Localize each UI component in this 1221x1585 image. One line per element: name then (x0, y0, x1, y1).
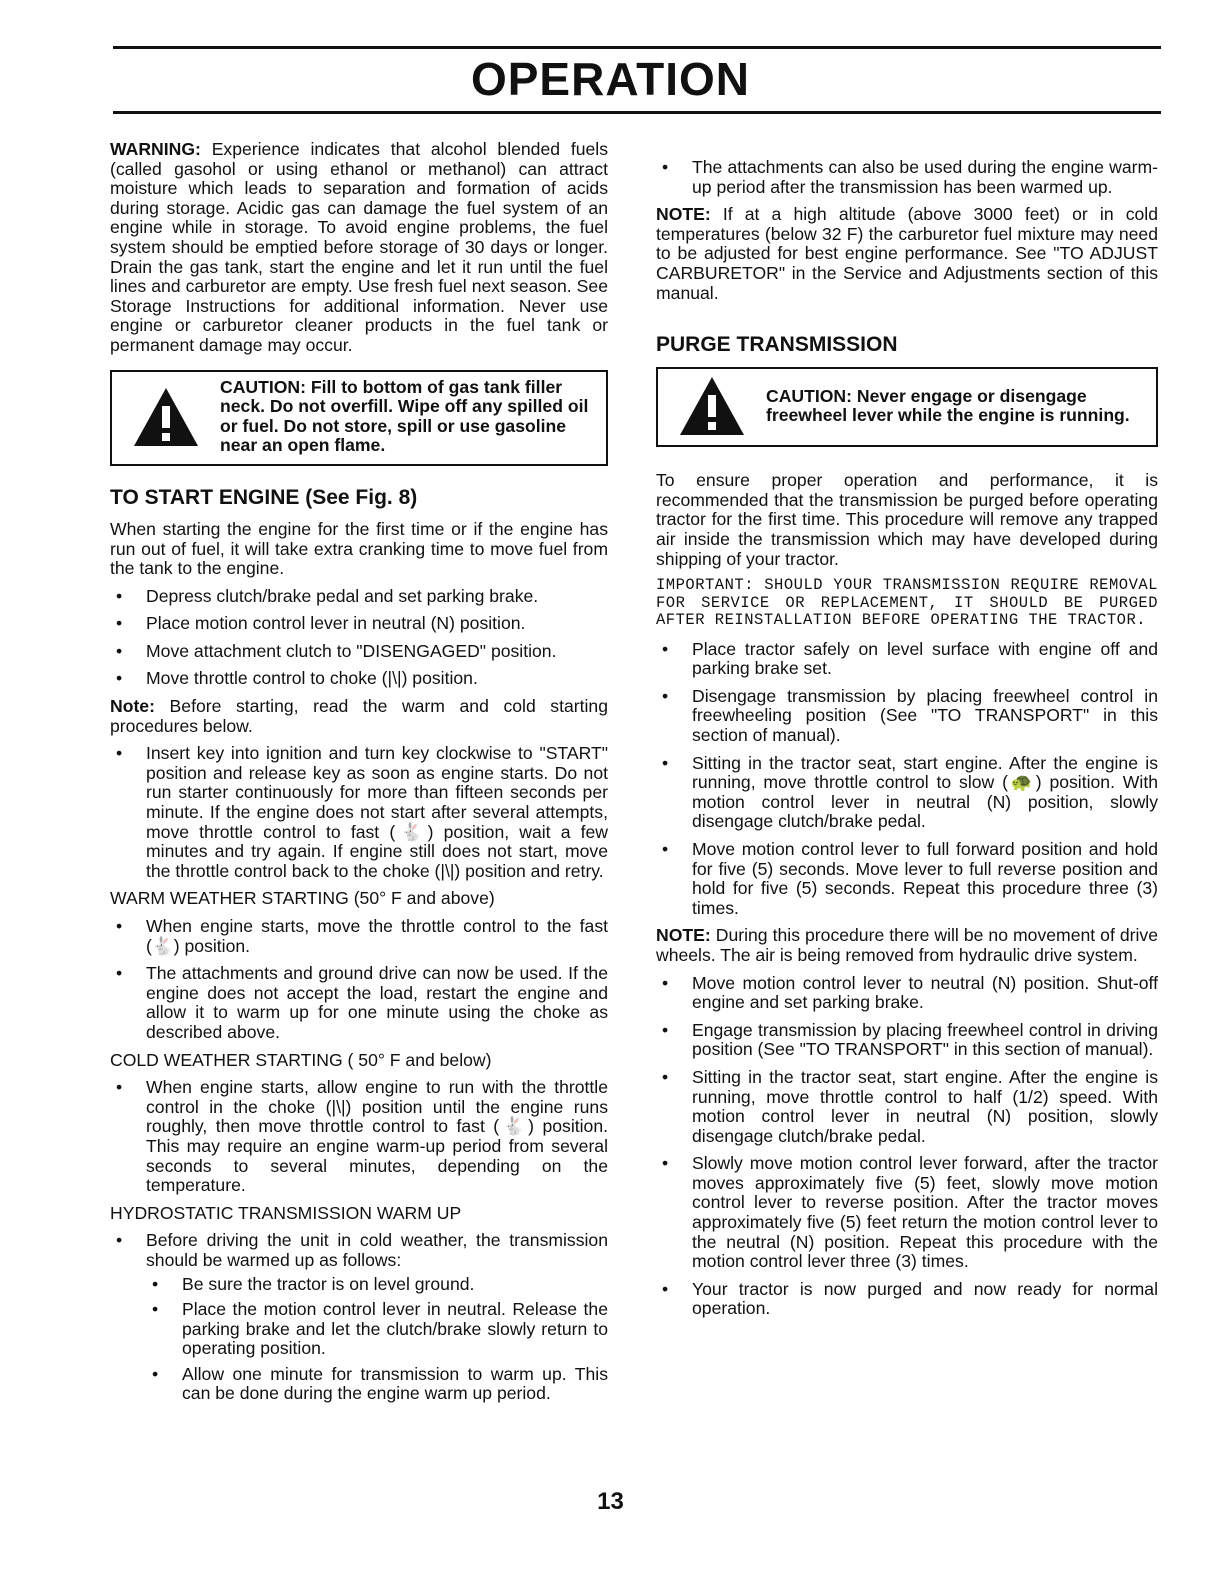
drive-wheels-note (656, 926, 1158, 965)
purge-intro: To ensure proper operation and performance, it is recommended that the transmission be purged before operating tractor for the first time. This procedure will remove any trapped air inside the transmission which may have developed during shipping of your tractor. (656, 470, 1158, 569)
warning-text: Experience indicates that alcohol blended fuels (called gasohol or using ethanol or methanol) can attract moisture which leads to separation and formation of acids during storage. Acidic gas can damage the fuel system of an engine while in storage. To avoid engine problems, the fuel system should be emptied before storage of 30 days or longer. Drain the gas tank, start the engine and let it run until the fuel lines and carburetor are empty. Use fresh fuel next season. See Storage Instructions for additional information. Never use engine or carburetor cleaner products in the fuel tank or permanent damage may occur. (110, 139, 608, 355)
list-item: • Place tractor safely on level surface with engine off and parking brake set. (656, 640, 1158, 679)
list-item: • Be sure the tractor is on level ground. (146, 1275, 608, 1295)
warning-triangle-icon (678, 375, 746, 437)
list-item: • Move motion control lever to full forward position and hold for five (5) seconds. Move lever to full reverse position and hold for five (5) seconds. Repeat this procedure three (3) times. (656, 840, 1158, 918)
purge-bullet-list (656, 640, 1158, 919)
top-rule (113, 46, 1161, 49)
warning-triangle-icon (132, 386, 200, 448)
hydro-bullet-text: Before driving the unit in cold weather, the transmission should be warmed up as follows: (146, 1230, 608, 1270)
purge-transmission-heading: PURGE TRANSMISSION (656, 333, 898, 357)
note-label: NOTE: (656, 925, 711, 946)
list-item: • Move motion control lever to neutral (N) position. Shut-off engine and set parking brake. (656, 974, 1158, 1013)
start-intro: When starting the engine for the first time or if the engine has run out of fuel, it will take extra cranking time to move fuel from the tank to the engine. (110, 518, 608, 579)
warm-bullet-list (110, 917, 608, 1043)
start-bullet-list (110, 587, 608, 689)
caution-text: CAUTION: Fill to bottom of gas tank filler neck. Do not overfill. Wipe off any spilled oil or fuel. Do not store, spill or use gasoline near an open flame. (220, 376, 589, 456)
caution-text: CAUTION: Never engage or disengage freewheel lever while the engine is running. (766, 385, 1130, 426)
warning-label: WARNING: (110, 139, 201, 159)
hydro-bullet-list (110, 1231, 608, 1404)
start-engine-heading: TO START ENGINE (See Fig. 8) (110, 485, 418, 509)
list-item: • Allow one minute for transmission to warm up. This can be done during the engine warm up period. (146, 1365, 608, 1404)
cold-bullet-list (110, 1078, 608, 1196)
list-item: • Place motion control lever in neutral (N) position. (110, 614, 608, 634)
list-item: • Insert key into ignition and turn key clockwise to "START" position and release key as soon as engine starts. Do not run starter continuously for more than fifteen seconds per minute. If the engine does not start after several attempts, move throttle control to fast (🐇) position, wait a few minutes and try again. If engine still does not start, move the throttle control back to the choke (|\|) position and retry. (110, 744, 608, 881)
list-item: • When engine starts, move the throttle control to the fast (🐇) position. (110, 917, 608, 956)
list-item: • Engage transmission by placing freewheel control in driving position (See "TO TRANSPORT" in this section of manual). (656, 1021, 1158, 1060)
list-item: • Sitting in the tractor seat, start engine. After the engine is running, move throttle control to half (1/2) speed. With motion control lever in neutral (N) position, slowly disengage clutch/brake pedal. (656, 1068, 1158, 1146)
note-label: NOTE: (656, 204, 711, 225)
caution-box-fuel (110, 370, 608, 466)
attach-bullet-list (656, 158, 1158, 197)
note-text: If at a high altitude (above 3000 feet) or in cold temperatures (below 32 F) the carburetor fuel mixture may need to be adjusted for best engine performance. See "TO ADJUST CARBURETOR" in the Service and Adjustments section of this manual. (656, 204, 1158, 303)
page-number: 13 (597, 1488, 624, 1515)
hydrostatic-heading: HYDROSTATIC TRANSMISSION WARM UP (110, 1202, 462, 1223)
important-notice: IMPORTANT: SHOULD YOUR TRANSMISSION REQUIRE REMOVAL FOR SERVICE OR REPLACEMENT, IT SHOULD BE PURGED AFTER REINSTALLATION BEFORE OPERATING THE TRACTOR. (656, 576, 1158, 630)
list-item: • Place the motion control lever in neutral. Release the parking brake and let the clutch/brake slowly return to operating position. (146, 1300, 608, 1359)
note-paragraph (110, 697, 608, 736)
title-underline-rule (113, 111, 1161, 114)
list-item: • The attachments and ground drive can now be used. If the engine does not accept the load, restart the engine and allow it to warm up for one minute using the choke as described above. (110, 964, 608, 1042)
page-title: OPERATION (470, 53, 751, 105)
list-item: • The attachments can also be used during the engine warm-up period after the transmission has been warmed up. (656, 158, 1158, 197)
list-item: • Move attachment clutch to "DISENGAGED" position. (110, 642, 608, 662)
list-item: • Depress clutch/brake pedal and set parking brake. (110, 587, 608, 607)
key-bullet-list (110, 744, 608, 881)
list-item: • When engine starts, allow engine to run with the throttle control in the choke (|\|) position until the engine runs roughly, then move throttle control to fast (🐇) position. This may require an engine warm-up period from several seconds to several minutes, depending on the temperature. (110, 1078, 608, 1196)
list-item: • Sitting in the tractor seat, start engine. After the engine is running, move throttle control to slow (🐢) position. With motion control lever in neutral (N) position, slowly disengage clutch/brake pedal. (656, 754, 1158, 832)
list-item: • Move throttle control to choke (|\|) position. (110, 669, 608, 689)
hydro-sub-list (146, 1275, 608, 1405)
warm-weather-heading: WARM WEATHER STARTING (50° F and above) (110, 888, 495, 909)
note-text: Before starting, read the warm and cold starting procedures below. (110, 696, 608, 736)
cold-weather-heading: COLD WEATHER STARTING ( 50° F and below) (110, 1049, 492, 1070)
note-label: Note: (110, 696, 155, 717)
list-item: • Disengage transmission by placing freewheel control in freewheeling position (See "TO TRANSPORT" in this section of manual). (656, 687, 1158, 746)
list-item: • Your tractor is now purged and now ready for normal operation. (656, 1280, 1158, 1319)
caution-box-freewheel (656, 367, 1158, 447)
right-column (656, 158, 1158, 1327)
altitude-note (656, 205, 1158, 303)
left-column (110, 140, 608, 1412)
note-text: During this procedure there will be no movement of drive wheels. The air is being removed from hydraulic drive system. (656, 925, 1158, 965)
final-bullet-list (656, 974, 1158, 1320)
list-item: • Slowly move motion control lever forward, after the tractor moves approximately five (5) feet, slowly move motion control lever to reverse position. After the tractor moves approximately five (5) feet return the motion control lever to the neutral (N) position. Repeat this procedure with the motion control lever three (3) times. (656, 1154, 1158, 1272)
warning-paragraph (110, 140, 608, 356)
list-item (110, 1231, 608, 1404)
